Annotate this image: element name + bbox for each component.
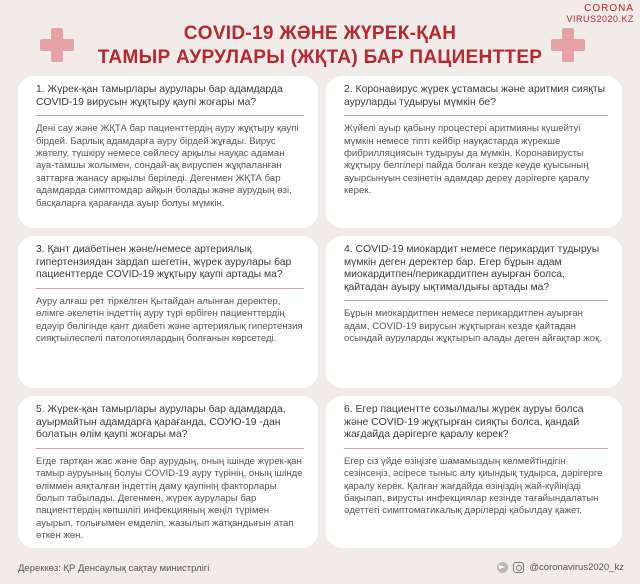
medical-cross-icon	[551, 28, 585, 62]
faq-card-4	[326, 236, 622, 388]
faq-card-1	[18, 76, 318, 228]
social-handle[interactable]	[497, 562, 624, 573]
faq-answer: Жүйелі ауыр қабыну процестері аритмияны күшейтуі мүмкін немесе тіпті кейбір науқастарда жүрекше фибрилляциясын тудыруы да мүмкін. Коронавирусты жұқтыру белгілері пайда болған кезде кеуде қуысының ауырсынуын сезінетін адамдар дереу дәрігерге қаралу керек.	[344, 123, 590, 197]
page-title	[90, 22, 550, 70]
brand-logo	[566, 4, 634, 24]
faq-question: 1. Жүрек-қан тамырлары аурулары бар адамдарда COVID-19 вирусын жұқтыру қаупі жоғары ма?	[36, 84, 304, 116]
faq-card-5	[18, 396, 318, 548]
faq-question: 2. Коронавирус жүрек ұстамасы және аритмия сияқты ауруларды тудыруы мүмкін бе?	[344, 84, 608, 116]
brand-line-1: CORONA	[584, 3, 634, 14]
title-line-2: ТАМЫР АУРУЛАРЫ (ЖҚТА) БАР ПАЦИЕНТТЕР	[97, 47, 543, 68]
faq-answer: Егде тартқан жас және бар аурудың, оның ішінде жүрек-қан тамыр ауруының болуы COVID-19 ауру түрінің, оның ішінде өліммен аяқталған індеттің даму қаупінің факторлары болып табылады. Дегенмен, жүрек аурулары бар пациенттердің көпшілігі инфекцияның жеңіл түрімен ауырып, толығымен емделіп, жазылып жатқандығын атап өткен жөн.	[36, 455, 303, 542]
faq-question: 4. COVID-19 миокардит немесе перикардит тудыруы мүмкін деген деректер бар. Егер бұрын адам миокардитпен/перикардитпен ауырған болса, қайтадан ауыру ықтималдығы артады ма?	[344, 244, 608, 301]
faq-answer: Дені сау және ЖҚТА бар пациенттердің ауру жұқтыру қаупі бірдей. Барлық адамдарға ауру бірдей жұғады. Вирус жөтелу, түшкіру немесе сөйлесу арқылы науқас адаман ауа-тамшы жолымен, сондай-ақ вируспен жұқпаланған заттарға жанасу арқылы беріледі. Дегенмен ЖҚТА бар адамдарда симптомдар айқын болады және аурудың өзі, басқаларға қарағанда ауыр болуы мүмкін.	[36, 123, 299, 209]
faq-question: 5. Жүрек-қан тамырлары аурулары бар адамдарда, ауырмайтын адамдарға қарағанда, СОУЮ-19 -дан болатын өлім қаупі жоғары ма?	[36, 404, 304, 449]
faq-answer: Бұрын миокардитпен немесе перикардитпен ауырған адам, COVID-19 вирусын жұқтырған кезде қайтадан осындай ауруларды жұқтырып алады деген айғақтар жоқ.	[344, 308, 602, 345]
source-note: Дереккөз: ҚР Денсаулық сақтау министрлігі	[18, 563, 210, 574]
instagram-icon[interactable]	[513, 562, 524, 573]
faq-answer: Ауру алғаш рет тіркелген Қытайдан алынған деректер, өлімге әкелетін індеттің ауру түрі өрбіген пациенттердің едәуір бөлігінде қант диабеті және артериялық гипертензия сияқтыілеспелі патологиялардың болғанын көрсетеді.	[36, 295, 303, 344]
telegram-icon[interactable]	[497, 562, 508, 573]
brand-line-2: VIRUS2020.KZ	[566, 14, 634, 24]
title-line-1: COVID-19 ЖӘНЕ ЖҮРЕК-ҚАН	[183, 23, 457, 44]
faq-card-6	[326, 396, 622, 548]
faq-card-3	[18, 236, 318, 388]
faq-question: 6. Егер пациентте созылмалы жүрек ауруы болса және COVID-19 жұқтырған сияқты болса, қандай жағдайда дәрігерге қаралу керек?	[344, 404, 608, 449]
faq-question: 3. Қант диабетінен және/немесе артериялық гипертензиядан зардап шегетін, жүрек аурулары бар пациенттерде COVID-19 жұқтыру қаупі артады ма?	[36, 244, 304, 289]
social-handle-text[interactable]: @coronavirus2020_kz	[529, 562, 624, 573]
faq-card-2	[326, 76, 622, 228]
medical-cross-icon	[40, 28, 74, 62]
faq-answer: Егер сіз үйде өзіңізге шамамыздың келмейтіндігін сезінсеңіз, әсіресе тыныс алу қиындық тудырса, дәрігерге қаралу керек. Қалған жағдайда өзіңіздің жай-күйіңізді бақылап, вирусты инфекциялар кезінде тағайындалатын әдеттегі симптоматикалық дәрілерді қабылдау қажет.	[344, 455, 603, 517]
